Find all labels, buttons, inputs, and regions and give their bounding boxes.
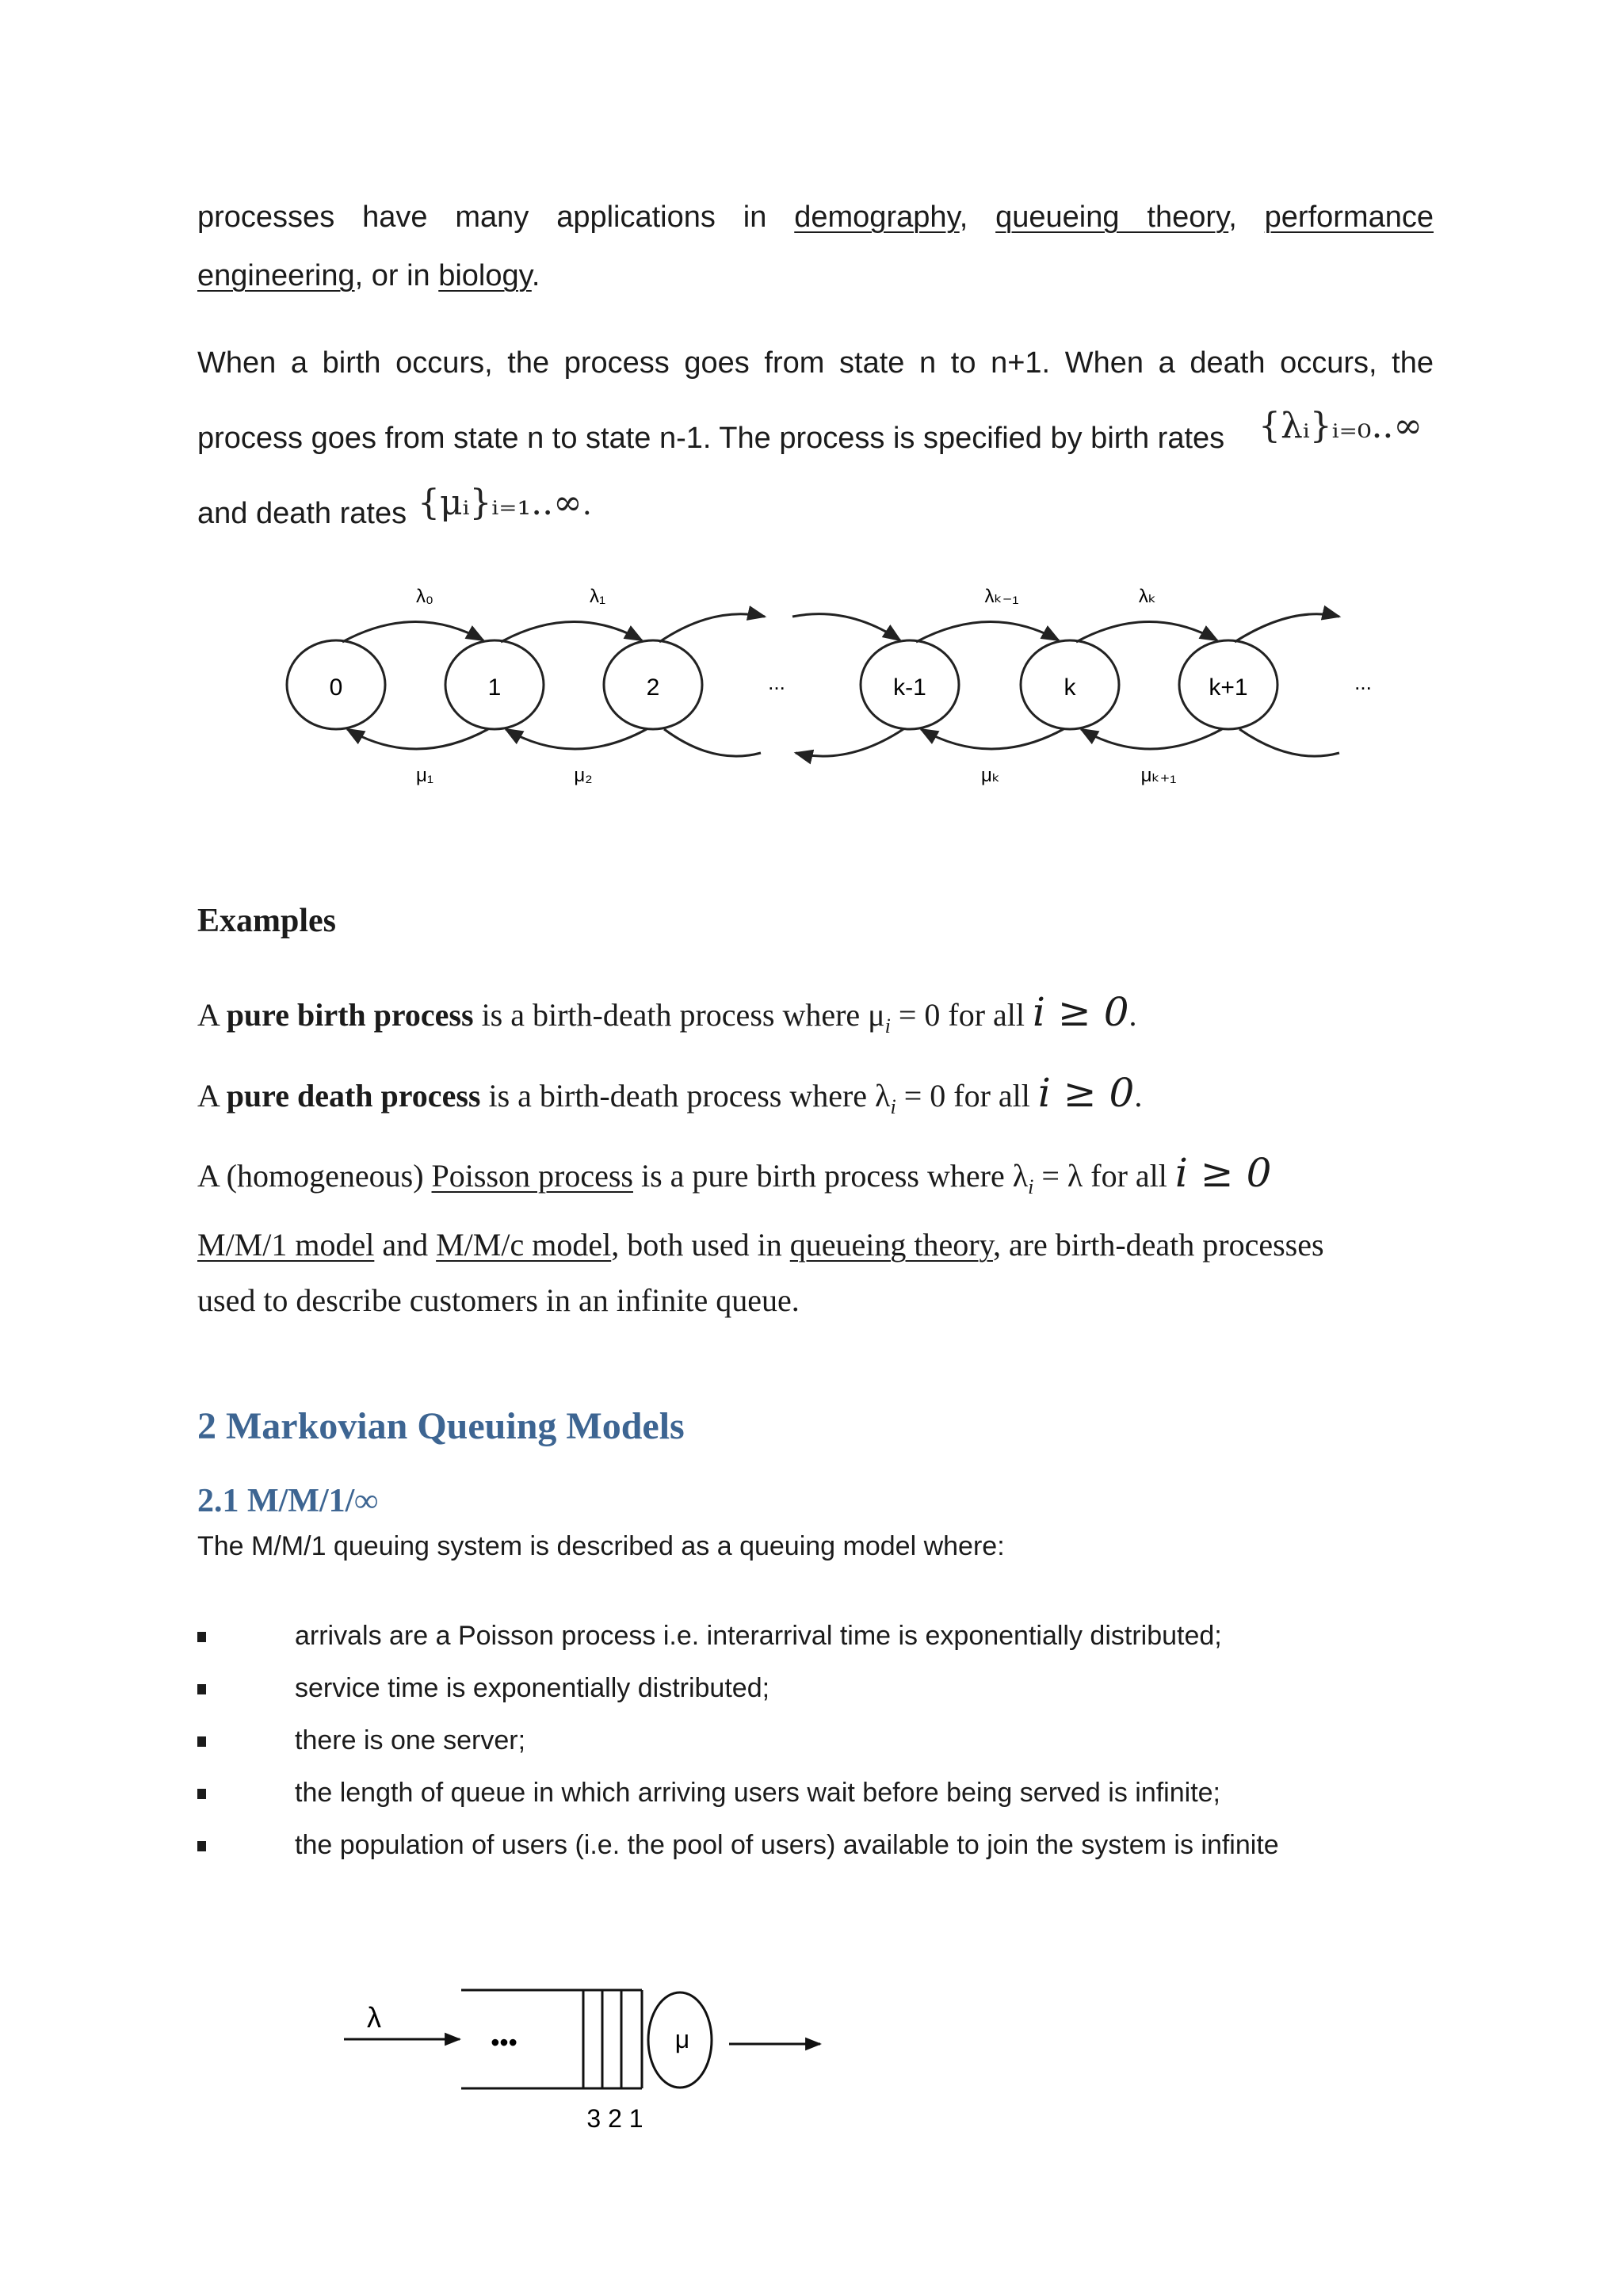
state-label: k bbox=[1064, 674, 1076, 701]
rate-label-lambda-k: λₖ bbox=[1138, 586, 1157, 607]
example-pure-birth: A pure birth process is a birth-death process where $\mu_i = 0$ for all i ≥ 0. bbox=[197, 989, 1137, 1037]
bullet-square-icon bbox=[197, 1632, 206, 1642]
subsection-heading-mm1: 2.1 M/M/1/∞ bbox=[197, 1483, 379, 1519]
word: many bbox=[455, 201, 529, 234]
condition-i-geq-0: i ≥ 0 bbox=[1033, 989, 1129, 1035]
death-arc-k+2 bbox=[1239, 729, 1339, 756]
term-pure-death-process: pure death process bbox=[226, 1078, 481, 1114]
queue-slot-labels: 3 2 1 bbox=[586, 2104, 643, 2133]
state-k-1 bbox=[861, 640, 959, 729]
rate-label-mu-k: μₖ bbox=[980, 765, 1001, 786]
queue-dots: ••• bbox=[491, 2028, 517, 2057]
birth-arc-2 bbox=[659, 614, 765, 642]
rate-label-mu-1: μ₁ bbox=[416, 765, 433, 786]
text-birth-rates: process goes from state n to state n-1. The process is specified by birth rates bbox=[197, 422, 1225, 455]
word: processes bbox=[197, 201, 335, 234]
link-engineering[interactable]: engineering bbox=[197, 259, 355, 292]
rate-label-mu-k+1: μₖ₊₁ bbox=[1140, 765, 1177, 786]
term-pure-birth-process: pure birth process bbox=[226, 997, 474, 1033]
state-k bbox=[1021, 640, 1119, 729]
text-death-rates: and death rates bbox=[197, 497, 407, 530]
state-label: 0 bbox=[329, 674, 343, 701]
service-rate-label: μ bbox=[674, 2025, 690, 2053]
link-biology[interactable]: biology bbox=[438, 259, 532, 292]
paragraph-line-1: processes have many applications in demography, queueing theory, performance bbox=[197, 201, 1434, 234]
birth-arc-k-1 bbox=[916, 621, 1059, 642]
chain-ellipsis-middle: ... bbox=[768, 670, 785, 694]
birth-rates-formula: {λᵢ}ᵢ₌₀..∞ bbox=[1258, 406, 1423, 446]
word: have bbox=[362, 201, 428, 234]
link-queueing-theory-2[interactable]: queueing theory bbox=[789, 1227, 993, 1263]
death-arc-3 bbox=[664, 729, 761, 756]
word: in bbox=[743, 201, 767, 234]
state-label: k+1 bbox=[1209, 674, 1248, 701]
example-poisson-process: A (homogeneous) Poisson process is a pure birth process where $\lambda_i = \lambda$ for all i ≥ 0 bbox=[197, 1150, 1272, 1198]
link-queueing-theory[interactable]: queueing theory bbox=[995, 201, 1229, 234]
death-arc-1 bbox=[347, 729, 488, 749]
birth-arc-k bbox=[1076, 621, 1217, 642]
birth-death-chain-diagram bbox=[269, 579, 1395, 793]
link-demography[interactable]: demography bbox=[794, 201, 960, 234]
link-poisson-process[interactable]: Poisson process bbox=[431, 1158, 633, 1194]
death-arc-2 bbox=[506, 729, 647, 749]
rate-label-lambda-0: λ₀ bbox=[416, 586, 433, 607]
mm1-intro: The M/M/1 queuing system is described as a queuing model where: bbox=[197, 1531, 1005, 1561]
birth-arc-1 bbox=[501, 621, 642, 642]
chain-ellipsis-end: ... bbox=[1354, 670, 1372, 694]
birth-arc-0 bbox=[342, 621, 483, 642]
rate-label-mu-2: μ₂ bbox=[574, 765, 593, 786]
birth-arc-k+1 bbox=[1235, 614, 1339, 642]
paragraph-line-2 bbox=[197, 259, 1434, 293]
link-mmc-model[interactable]: M/M/c model bbox=[436, 1227, 612, 1263]
condition-i-geq-0: i ≥ 0 bbox=[1037, 1070, 1135, 1116]
state-2 bbox=[604, 640, 702, 729]
death-rates-formula: {μᵢ}ᵢ₌₁..∞. bbox=[418, 483, 592, 523]
link-performance[interactable]: performance bbox=[1264, 201, 1434, 234]
birth-arc-k-2 bbox=[792, 614, 900, 640]
bullet-square-icon bbox=[197, 1789, 206, 1799]
state-label: 2 bbox=[646, 674, 660, 701]
mm1-queue-diagram bbox=[333, 1981, 840, 2140]
rate-label-lambda-1: λ₁ bbox=[589, 586, 606, 607]
link-mm1-model[interactable]: M/M/1 model bbox=[197, 1227, 375, 1263]
state-label: k-1 bbox=[893, 674, 926, 701]
condition-i-geq-0: i ≥ 0 bbox=[1174, 1150, 1272, 1196]
text-or-in: , or in bbox=[354, 259, 430, 292]
bullet-square-icon bbox=[197, 1684, 206, 1694]
bullet-square-icon bbox=[197, 1841, 206, 1851]
bullet-square-icon bbox=[197, 1736, 206, 1747]
paragraph-birth-death-line-3 bbox=[197, 497, 407, 531]
paragraph-birth-death-line-2 bbox=[197, 422, 1224, 456]
text-period: . bbox=[531, 259, 540, 292]
example-mm-models-line-2: used to describe customers in an infinite queue. bbox=[197, 1282, 800, 1318]
paragraph-applications bbox=[197, 200, 1434, 293]
example-mm-models: M/M/1 model and M/M/c model, both used in queueing theory, are birth-death processes bbox=[197, 1227, 1324, 1263]
death-arc-k+1 bbox=[1081, 729, 1222, 749]
examples-heading: Examples bbox=[197, 903, 337, 939]
word: applications bbox=[556, 201, 716, 234]
death-arc-k bbox=[921, 729, 1064, 749]
death-arc-k-1 bbox=[796, 729, 903, 756]
state-label: 1 bbox=[487, 674, 502, 701]
arrival-rate-label: λ bbox=[367, 2001, 381, 2034]
paragraph-birth-death-line-1: When a birth occurs, the process goes from state n to n+1. When a death occurs, the bbox=[197, 346, 1434, 380]
state-0 bbox=[287, 640, 385, 729]
state-k+1 bbox=[1179, 640, 1277, 729]
state-1 bbox=[445, 640, 544, 729]
section-heading-markovian: 2 Markovian Queuing Models bbox=[197, 1405, 685, 1447]
example-pure-death: A pure death process is a birth-death process where $\lambda_i = 0$ for all i ≥ 0. bbox=[197, 1070, 1143, 1118]
rate-label-lambda-k-1: λₖ₋₁ bbox=[984, 586, 1019, 607]
